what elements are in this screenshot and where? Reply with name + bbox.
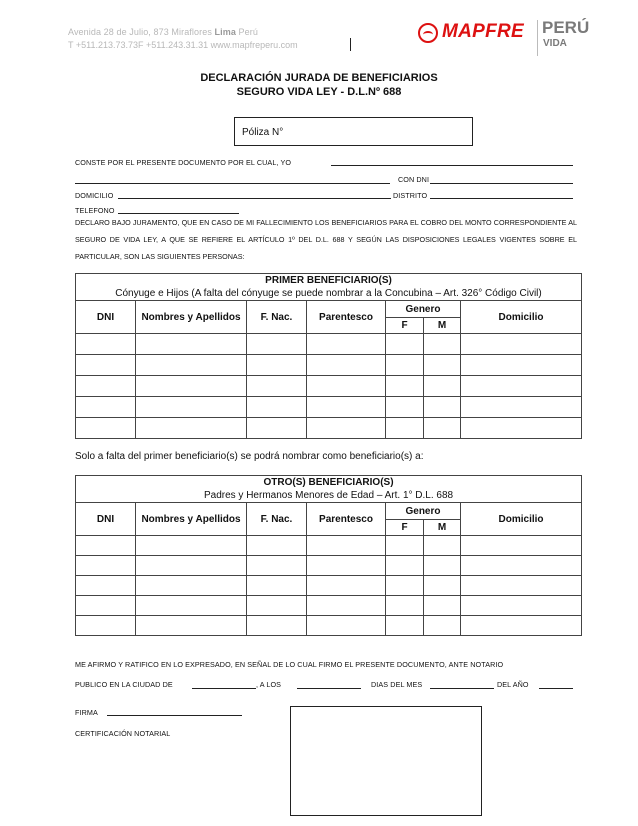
cell[interactable] xyxy=(307,576,386,596)
cell[interactable] xyxy=(461,596,582,616)
distrito-label: DISTRITO xyxy=(393,191,428,200)
col-dni: DNI xyxy=(76,301,136,334)
cell[interactable] xyxy=(386,418,424,439)
cell[interactable] xyxy=(247,397,307,418)
cell[interactable] xyxy=(136,355,247,376)
conste-label: CONSTE POR EL PRESENTE DOCUMENTO POR EL CUAL, YO xyxy=(75,158,292,167)
col-genero-m: M xyxy=(424,520,461,536)
col-domicilio: Domicilio xyxy=(461,503,582,536)
logo-divider xyxy=(537,20,538,56)
logo-brand: MAPFRE xyxy=(442,21,525,42)
cell[interactable] xyxy=(247,334,307,355)
domicilio-label: DOMICILIO xyxy=(75,191,114,200)
phone-number: +511.213.73.73 xyxy=(73,40,138,50)
cell[interactable] xyxy=(461,418,582,439)
firma-label: FIRMA xyxy=(75,708,98,717)
middle-instruction: Solo a falta del primer beneficiario(s) se podrá nombrar como beneficiario(s) a: xyxy=(75,451,424,462)
logo-subtitle: VIDA xyxy=(543,38,567,49)
table-row[interactable] xyxy=(76,334,582,355)
cell[interactable] xyxy=(247,556,307,576)
cell[interactable] xyxy=(424,556,461,576)
col-dni: DNI xyxy=(76,503,136,536)
distrito-line[interactable] xyxy=(430,198,573,199)
cell[interactable] xyxy=(247,376,307,397)
anio-line[interactable] xyxy=(539,688,573,689)
cell[interactable] xyxy=(136,556,247,576)
cell[interactable] xyxy=(307,376,386,397)
cell[interactable] xyxy=(136,616,247,636)
table-row[interactable] xyxy=(76,536,582,556)
col-domicilio: Domicilio xyxy=(461,301,582,334)
cell[interactable] xyxy=(424,397,461,418)
col-genero-f: F xyxy=(386,520,424,536)
table-row[interactable] xyxy=(76,596,582,616)
certificacion-label: CERTIFICACIÓN NOTARIAL xyxy=(75,729,171,738)
cell[interactable] xyxy=(307,334,386,355)
cell[interactable] xyxy=(76,576,136,596)
cell[interactable] xyxy=(461,397,582,418)
mes-line[interactable] xyxy=(430,688,494,689)
col-parentesco: Parentesco xyxy=(307,503,386,536)
cell[interactable] xyxy=(461,576,582,596)
cell[interactable] xyxy=(386,355,424,376)
poliza-label: Póliza N° xyxy=(242,127,284,138)
cell[interactable] xyxy=(136,536,247,556)
cell[interactable] xyxy=(461,376,582,397)
cell[interactable] xyxy=(76,397,136,418)
cell[interactable] xyxy=(461,556,582,576)
address-country: Perú xyxy=(235,27,258,37)
cell[interactable] xyxy=(307,596,386,616)
mapfre-logo-icon xyxy=(418,23,438,43)
cell[interactable] xyxy=(76,536,136,556)
declaration-paragraph: DECLARO BAJO JURAMENTO, QUE EN CASO DE MI FALLECIMIENTO LOS BENEFICIARIOS PARA EL COBRO DEL MONTO CORRESPONDIENTE AL SEGURO DE VIDA LEY, A QUE SE REFIERE EL ARTÍCULO 1º DEL D.L. 688 Y SEGÚN LAS DISPOSICIONES LEGALES VIGENTES SOBRE EL PARTICULAR, SON LAS SIGUIENTES PERSONAS: xyxy=(75,218,577,261)
cell[interactable] xyxy=(461,334,582,355)
cell[interactable] xyxy=(247,596,307,616)
address-text: Avenida 28 de Julio, 873 Miraflores xyxy=(68,27,215,37)
col-genero: Genero xyxy=(386,503,461,520)
fax-label: F xyxy=(138,40,144,50)
cell[interactable] xyxy=(247,576,307,596)
otro-beneficiario-table xyxy=(75,475,582,636)
fax-and-web: +511.243.31.31 www.mapfreperu.com xyxy=(143,40,298,50)
cell[interactable] xyxy=(136,596,247,616)
cell[interactable] xyxy=(461,355,582,376)
col-nombres: Nombres y Apellidos xyxy=(136,503,247,536)
cell[interactable] xyxy=(424,596,461,616)
cell[interactable] xyxy=(136,418,247,439)
cell[interactable] xyxy=(136,334,247,355)
col-genero-f: F xyxy=(386,318,424,334)
cell[interactable] xyxy=(247,616,307,636)
col-fnac: F. Nac. xyxy=(247,301,307,334)
domicilio-line[interactable] xyxy=(118,198,391,199)
col-genero: Genero xyxy=(386,301,461,318)
telefono-label: TELEFONO xyxy=(75,206,115,215)
ciudad-label: PUBLICO EN LA CIUDAD DE xyxy=(75,680,173,689)
con-dni-label: CON DNI xyxy=(398,175,430,184)
company-contacts xyxy=(68,39,298,51)
table1-title: PRIMER BENEFICIARIO(S) xyxy=(76,274,582,287)
cell[interactable] xyxy=(307,536,386,556)
cell[interactable] xyxy=(307,616,386,636)
cell[interactable] xyxy=(76,616,136,636)
cell[interactable] xyxy=(386,616,424,636)
text-cursor xyxy=(350,38,351,51)
dias-line[interactable] xyxy=(297,688,361,689)
col-parentesco: Parentesco xyxy=(307,301,386,334)
cell[interactable] xyxy=(386,596,424,616)
cell[interactable] xyxy=(307,556,386,576)
logo-country: PERÚ xyxy=(542,18,590,37)
cell[interactable] xyxy=(76,596,136,616)
poliza-field[interactable] xyxy=(234,117,473,146)
cell[interactable] xyxy=(76,355,136,376)
cell[interactable] xyxy=(424,576,461,596)
cell[interactable] xyxy=(386,576,424,596)
address-city: Lima xyxy=(214,27,236,37)
company-address xyxy=(68,26,258,38)
table-row[interactable] xyxy=(76,556,582,576)
page-subtitle: SEGURO VIDA LEY - D.L.Nº 688 xyxy=(236,86,402,98)
cell[interactable] xyxy=(461,616,582,636)
cell[interactable] xyxy=(136,376,247,397)
table-row[interactable] xyxy=(76,376,582,397)
cell[interactable] xyxy=(247,355,307,376)
cell[interactable] xyxy=(307,418,386,439)
primer-beneficiario-table xyxy=(75,273,582,439)
cell[interactable] xyxy=(424,536,461,556)
cell[interactable] xyxy=(76,418,136,439)
del-anio-label: DEL AÑO xyxy=(497,680,529,689)
ciudad-line[interactable] xyxy=(192,688,256,689)
cell[interactable] xyxy=(461,536,582,556)
cell[interactable] xyxy=(76,334,136,355)
table-row[interactable] xyxy=(76,355,582,376)
table-row[interactable] xyxy=(76,576,582,596)
dni-line[interactable] xyxy=(430,183,573,184)
cell[interactable] xyxy=(424,616,461,636)
cell[interactable] xyxy=(247,418,307,439)
cell[interactable] xyxy=(307,355,386,376)
cell[interactable] xyxy=(76,556,136,576)
table-row[interactable] xyxy=(76,616,582,636)
cell[interactable] xyxy=(76,376,136,397)
table-row[interactable] xyxy=(76,418,582,439)
col-nombres: Nombres y Apellidos xyxy=(136,301,247,334)
cell[interactable] xyxy=(136,576,247,596)
table2-title: OTRO(S) BENEFICIARIO(S) xyxy=(76,476,582,489)
col-fnac: F. Nac. xyxy=(247,503,307,536)
cell[interactable] xyxy=(136,397,247,418)
cell[interactable] xyxy=(386,536,424,556)
firma-line[interactable] xyxy=(107,715,242,716)
page-title: DECLARACIÓN JURADA DE BENEFICIARIOS xyxy=(200,72,438,84)
cell[interactable] xyxy=(424,334,461,355)
name-line-continued[interactable] xyxy=(75,183,390,184)
cell[interactable] xyxy=(424,418,461,439)
cell[interactable] xyxy=(247,536,307,556)
cell[interactable] xyxy=(386,376,424,397)
cell[interactable] xyxy=(386,334,424,355)
name-line[interactable] xyxy=(331,165,573,166)
cell[interactable] xyxy=(424,376,461,397)
cell[interactable] xyxy=(386,556,424,576)
cell[interactable] xyxy=(307,397,386,418)
cell[interactable] xyxy=(386,397,424,418)
table-row[interactable] xyxy=(76,397,582,418)
ratification-text: ME AFIRMO Y RATIFICO EN LO EXPRESADO, EN SEÑAL DE LO CUAL FIRMO EL PRESENTE DOCUMENTO, ANTE NOTARIO xyxy=(75,660,504,669)
notary-seal-box[interactable] xyxy=(290,706,482,816)
a-los-label: , A LOS xyxy=(256,680,282,689)
table2-subtitle: Padres y Hermanos Menores de Edad – Art. 1° D.L. 688 xyxy=(76,489,582,503)
dias-del-mes-label: DIAS DEL MES xyxy=(371,680,423,689)
cell[interactable] xyxy=(424,355,461,376)
table1-subtitle: Cónyuge e Hijos (A falta del cónyuge se puede nombrar a la Concubina – Art. 326° Código Civil) xyxy=(76,287,582,301)
phone-label: T xyxy=(68,40,74,50)
col-genero-m: M xyxy=(424,318,461,334)
